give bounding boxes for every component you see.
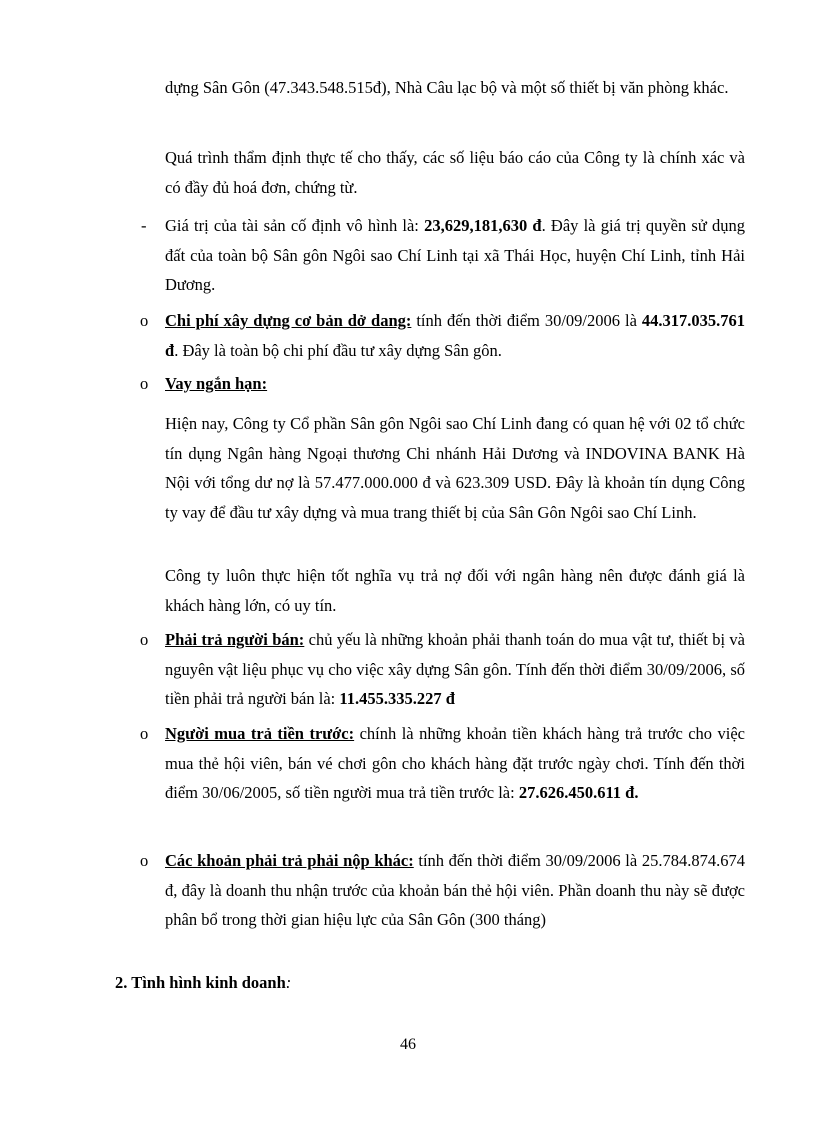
paragraph-loans-detail: Hiện nay, Công ty Cổ phần Sân gôn Ngôi sao Chí Linh đang có quan hệ với 02 tổ chức tín dụng Ngân hàng Ngoại thương Chi nhánh Hải Dương và INDOVINA BANK Hà Nội với tổng dư nợ là 57.477.000.000 đ và 623.309 USD. Đây là khoản tín dụng Công ty vay để đầu tư xây dựng và mua trang thiết bị của Sân Gôn Ngôi sao Chí Linh. xyxy=(165,414,745,522)
loans-label: Vay ngắn hạn: xyxy=(165,374,268,393)
paragraph-verification: Quá trình thẩm định thực tế cho thấy, các số liệu báo cáo của Công ty là chính xác và có đầy đủ hoá đơn, chứng từ. xyxy=(165,148,745,197)
intangible-value: 23,629,181,630 đ xyxy=(424,216,542,235)
advances-value: 27.626.450.611 đ. xyxy=(518,783,639,802)
paragraph-construction-costs xyxy=(165,306,745,365)
intangible-text-after: . Đây là giá trị quyền sử dụng đất của toàn bộ Sân gôn Ngôi sao Chí Linh tại xã Thái Học, huyện Chí Linh, tỉnh Hải Dương. xyxy=(165,216,745,294)
other-payables-text: tính đến thời điểm 30/09/2006 là 25.784.874.674 đ, đây là doanh thu nhận trước của khoản bán thẻ hội viên. Phần doanh thu này sẽ được phân bổ trong thời gian hiệu lực của Sân Gôn (300 tháng) xyxy=(165,851,745,929)
circle-bullet-advances: o xyxy=(140,724,149,743)
section-heading-text: 2. Tình hình kinh doanh xyxy=(115,973,286,992)
page-number: 46 xyxy=(400,1036,416,1053)
loans-heading xyxy=(165,369,745,399)
construction-value: 44.317.035.761 đ xyxy=(165,311,745,360)
paragraph-advances xyxy=(165,719,745,808)
section-heading-colon: : xyxy=(285,973,292,992)
advances-label: Người mua trả tiền trước: xyxy=(165,724,355,743)
advances-text: chính là những khoản tiền khách hàng trả trước cho việc mua thẻ hội viên, bán vé chơi gôn cho khách hàng đặt trước ngày chơi. Tính đến thời điểm 30/06/2005, số tiền người mua trả tiền trước là: xyxy=(165,724,745,802)
circle-bullet-other-payables: o xyxy=(140,851,149,870)
paragraph-loans-reputation: Công ty luôn thực hiện tốt nghĩa vụ trả nợ đối với ngân hàng nên được đánh giá là khách hàng lớn, có uy tín. xyxy=(165,566,745,615)
payables-value: 11.455.335.227 đ xyxy=(339,689,455,708)
construction-text-before: tính đến thời điểm 30/09/2006 là xyxy=(411,311,642,330)
section-heading-business xyxy=(115,968,291,998)
payables-text: chủ yếu là những khoản phải thanh toán do mua vật tư, thiết bị và nguyên vật liệu phục vụ cho việc xây dựng Sân gôn. Tính đến thời điểm 30/09/2006, số tiền phải trả người bán là: xyxy=(165,630,745,708)
circle-bullet-loans: o xyxy=(140,374,149,393)
paragraph-other-payables xyxy=(165,846,745,935)
other-payables-label: Các khoản phải trả phải nộp khác: xyxy=(165,851,414,870)
construction-text-after: . Đây là toàn bộ chi phí đầu tư xây dựng Sân gôn. xyxy=(174,340,502,360)
circle-bullet-payables: o xyxy=(140,630,149,649)
paragraph-payables xyxy=(165,625,745,714)
payables-label: Phải trả người bán: xyxy=(165,630,305,649)
circle-bullet-construction: o xyxy=(140,311,149,330)
dash-bullet: - xyxy=(141,216,147,235)
paragraph-fixed-assets-cont: dựng Sân Gôn (47.343.548.515đ), Nhà Câu lạc bộ và một số thiết bị văn phòng khác. xyxy=(165,78,729,97)
paragraph-intangible-assets xyxy=(165,211,745,300)
construction-label: Chi phí xây dựng cơ bản dở dang: xyxy=(165,311,412,330)
intangible-text-before: Giá trị của tài sản cố định vô hình là: xyxy=(165,216,425,235)
